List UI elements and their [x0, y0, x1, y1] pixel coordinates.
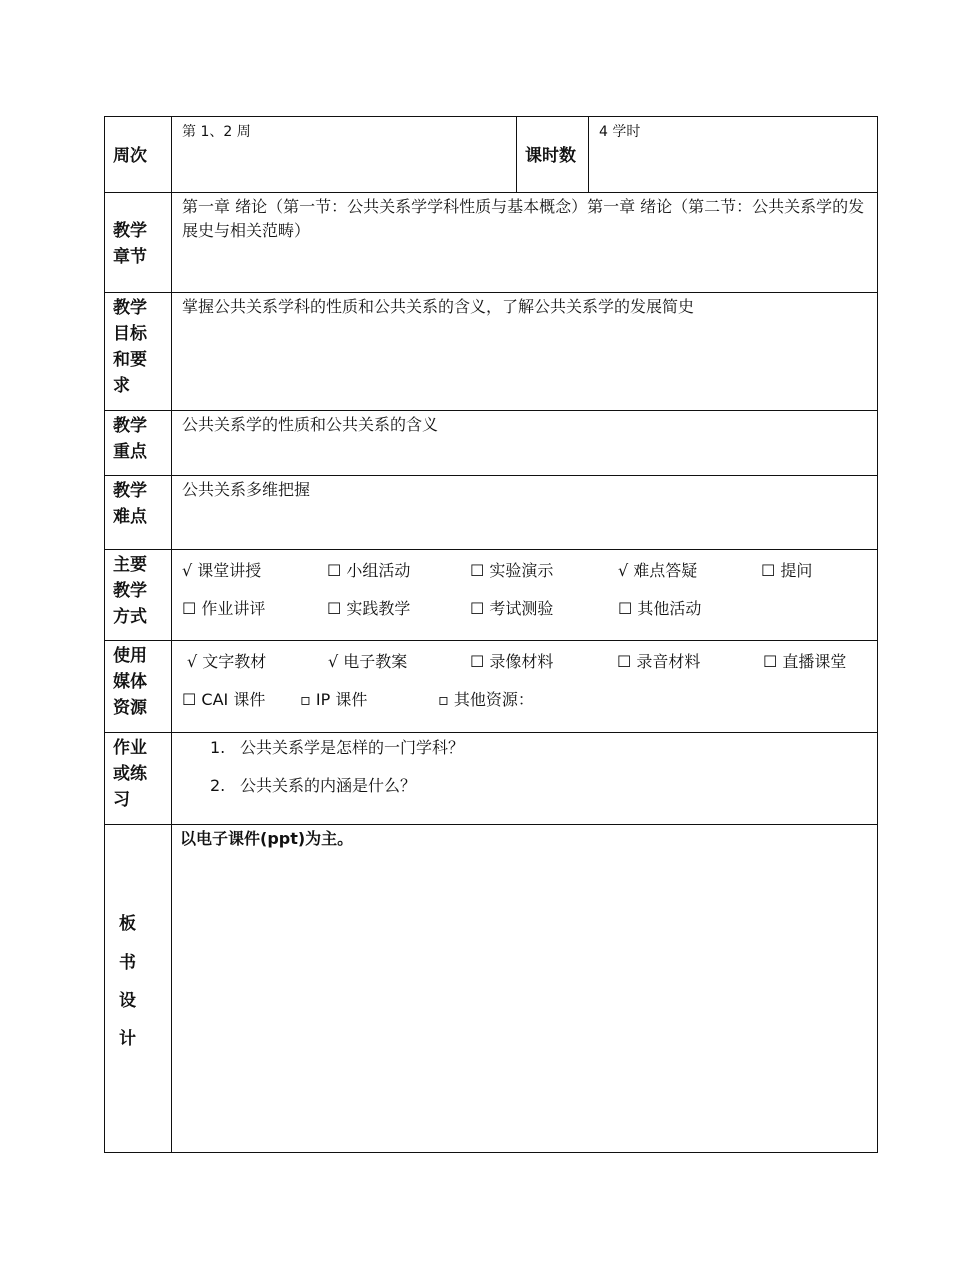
homework-item-text: 公共关系的内涵是什么？: [240, 776, 417, 795]
homework-item-number: 2.: [210, 776, 226, 795]
method-option-demo[interactable]: ☐ 实验演示: [470, 561, 554, 580]
difficulties-label-text: 教学 难点: [113, 481, 147, 527]
week-row: [105, 117, 878, 193]
homework-item: [210, 773, 871, 799]
methods-label: [105, 550, 172, 641]
media-option-ip[interactable]: ▫ IP 课件: [300, 690, 368, 709]
media-label: [105, 641, 172, 733]
method-option-homework-review[interactable]: ☐ 作业讲评: [182, 599, 266, 618]
objectives-row: [105, 293, 878, 411]
media-row: [105, 641, 878, 733]
methods-options-row-1: [182, 558, 871, 584]
board-label-char: 板: [119, 914, 136, 934]
homework-list-cell: [172, 733, 878, 825]
media-option-cai[interactable]: ☐ CAI 课件: [182, 690, 266, 709]
board-row: [105, 825, 878, 1153]
board-label-char: 设: [119, 991, 136, 1011]
media-options-row-2: [182, 687, 871, 713]
hours-value: 4 学时: [589, 117, 878, 193]
media-label-text: 使用 媒体 资源: [113, 646, 147, 718]
board-content: 以电子课件(ppt)为主。: [180, 829, 354, 848]
keypoints-value: 公共关系学的性质和公共关系的含义: [172, 411, 878, 476]
media-option-e-lesson-plan[interactable]: √ 电子教案: [328, 652, 408, 671]
methods-options-row-2: [182, 596, 871, 622]
homework-item-text: 公共关系学是怎样的一门学科？: [240, 738, 465, 757]
chapter-label: [105, 193, 172, 293]
objectives-label: [105, 293, 172, 411]
week-value: 第 1、2 周: [172, 117, 517, 193]
week-label: 周次: [105, 117, 172, 193]
media-options-row-1: [182, 649, 871, 675]
chapter-value: 第一章 绪论（第一节：公共关系学学科性质与基本概念）第一章 绪论（第二节：公共关系学的发展史与相关范畴）: [172, 193, 878, 293]
methods-row: [105, 550, 878, 641]
keypoints-label-text: 教学 重点: [113, 416, 147, 462]
method-option-practice[interactable]: ☐ 实践教学: [327, 599, 411, 618]
board-label: [105, 825, 172, 1153]
board-content-cell: [172, 825, 878, 1153]
methods-label-text: 主要 教学 方式: [113, 555, 147, 627]
board-label-char: 书: [119, 953, 136, 973]
media-option-textbook[interactable]: √ 文字教材: [187, 652, 267, 671]
media-option-audio[interactable]: ☐ 录音材料: [617, 652, 701, 671]
media-option-other[interactable]: ▫ 其他资源：: [438, 690, 534, 709]
media-option-live-class[interactable]: ☐ 直播课堂: [763, 652, 847, 671]
homework-row: [105, 733, 878, 825]
difficulties-value: 公共关系多维把握: [172, 476, 878, 550]
homework-list: [182, 735, 871, 799]
objectives-value: 掌握公共关系学科的性质和公共关系的含义，了解公共关系学的发展简史: [172, 293, 878, 411]
methods-options: [172, 550, 878, 641]
objectives-label-text: 教学 目标 和要 求: [113, 298, 147, 396]
method-option-lecture[interactable]: √ 课堂讲授: [182, 561, 262, 580]
board-label-char: 计: [119, 1029, 136, 1049]
homework-label: [105, 733, 172, 825]
chapter-row: [105, 193, 878, 293]
homework-item-number: 1.: [210, 738, 226, 757]
method-option-questions[interactable]: ☐ 提问: [761, 561, 813, 580]
media-options: [172, 641, 878, 733]
hours-label: 课时数: [517, 117, 589, 193]
media-option-video[interactable]: ☐ 录像材料: [470, 652, 554, 671]
difficulties-label: [105, 476, 172, 550]
chapter-label-text: 教学 章节: [113, 220, 147, 267]
method-option-group[interactable]: ☐ 小组活动: [327, 561, 411, 580]
difficulties-row: [105, 476, 878, 550]
keypoints-row: [105, 411, 878, 476]
method-option-qa[interactable]: √ 难点答疑: [618, 561, 698, 580]
method-option-other[interactable]: ☐ 其他活动: [618, 599, 702, 618]
homework-item: [210, 735, 871, 761]
method-option-exam[interactable]: ☐ 考试测验: [470, 599, 554, 618]
lesson-plan-table: [104, 116, 878, 1153]
keypoints-label: [105, 411, 172, 476]
homework-label-text: 作业 或练 习: [113, 738, 147, 810]
